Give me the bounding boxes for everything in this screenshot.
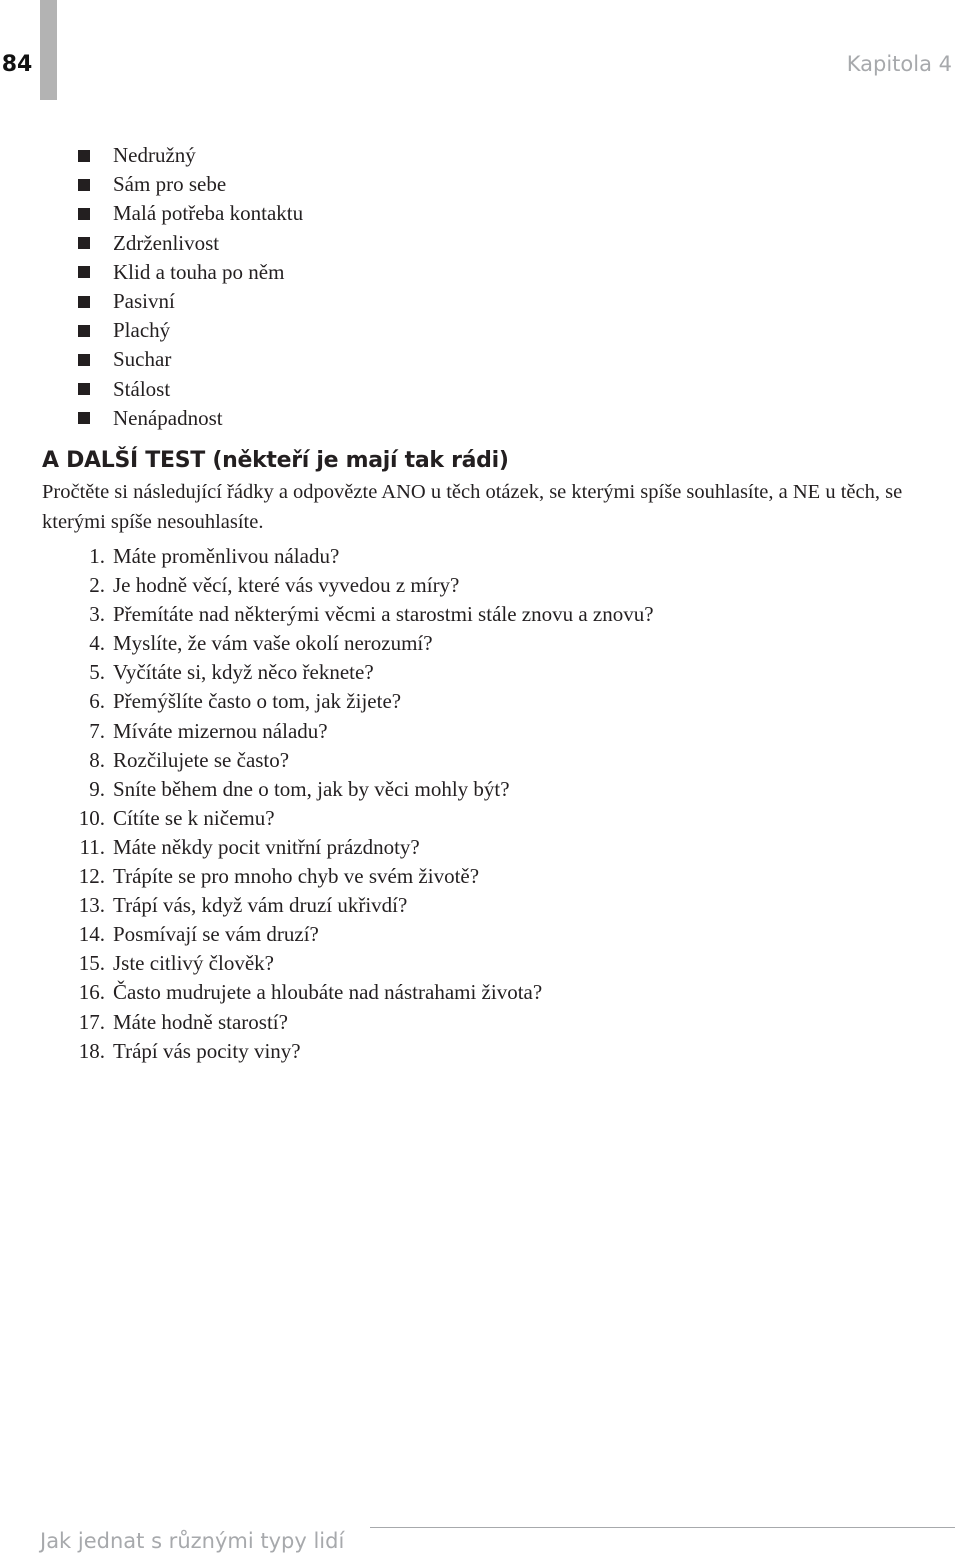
question-number: 14.	[78, 922, 105, 947]
question-number: 12.	[78, 864, 105, 889]
list-item	[78, 199, 303, 228]
question-text: Máte někdy pocit vnitřní prázdnoty?	[113, 834, 420, 859]
question-text: Posmívají se vám druzí?	[113, 922, 319, 947]
question-text: Rozčilujete se často?	[113, 747, 290, 772]
list-item	[78, 141, 303, 170]
list-item	[78, 375, 303, 404]
list-item-label: Nedružný	[113, 143, 196, 167]
question-item	[42, 1037, 654, 1066]
question-item	[42, 1008, 654, 1037]
list-item-label: Plachý	[113, 318, 171, 343]
question-item	[42, 891, 654, 920]
question-item	[42, 600, 654, 629]
question-item	[42, 629, 654, 658]
question-text: Sníte během dne o tom, jak by věci mohly být?	[113, 776, 510, 801]
question-number: 18.	[78, 1038, 105, 1063]
section-intro: Pročtěte si následující řádky a odpovězte ANO u těch otázek, se kterými spíše souhlasíte, a NE u těch, se kterými spíše nesouhlasíte.	[42, 481, 903, 533]
square-bullet-icon	[78, 383, 90, 395]
question-text: Máte proměnlivou náladu?	[113, 544, 340, 568]
footer-divider	[370, 1527, 955, 1528]
square-bullet-icon	[78, 412, 90, 424]
question-item	[42, 920, 654, 949]
page-number: 84	[1, 52, 33, 77]
question-item	[42, 862, 654, 891]
question-text: Myslíte, že vám vaše okolí nerozumí?	[113, 631, 433, 656]
square-bullet-icon	[78, 237, 90, 249]
question-item	[42, 949, 654, 978]
square-bullet-icon	[78, 179, 90, 191]
square-bullet-icon	[78, 150, 90, 162]
chapter-tab-bar	[40, 0, 57, 100]
question-text: Míváte mizernou náladu?	[113, 718, 328, 743]
question-list	[42, 542, 654, 1066]
chapter-label: Kapitola 4	[846, 52, 952, 76]
question-item	[42, 978, 654, 1007]
question-text: Jste citlivý člověk?	[113, 951, 274, 976]
question-number: 5.	[89, 660, 105, 685]
list-item	[78, 258, 303, 287]
list-item-label: Suchar	[113, 347, 172, 372]
question-text: Trápí vás, když vám druzí ukřivdí?	[113, 893, 408, 918]
section-title: A DALŠÍ TEST (někteří je mají tak rádi)	[42, 448, 509, 473]
question-text: Přemítáte nad některými věcmi a starostmi stále znovu a znovu?	[113, 602, 654, 627]
question-text: Přemýšlíte často o tom, jak žijete?	[113, 689, 402, 714]
question-number: 13.	[78, 893, 105, 918]
list-item-label: Malá potřeba kontaktu	[113, 201, 304, 226]
list-item	[78, 287, 303, 316]
question-text: Máte hodně starostí?	[113, 1009, 288, 1034]
question-text: Trápíte se pro mnoho chyb ve svém životě?	[113, 864, 480, 889]
question-number: 1.	[89, 544, 105, 568]
question-item	[42, 804, 654, 833]
list-item-label: Zdrženlivost	[113, 230, 220, 255]
question-number: 15.	[78, 951, 105, 976]
question-number: 2.	[89, 573, 105, 598]
question-number: 4.	[89, 631, 105, 656]
question-item	[42, 775, 654, 804]
list-item-label: Nenápadnost	[113, 405, 223, 430]
square-bullet-icon	[78, 354, 90, 366]
square-bullet-icon	[78, 325, 90, 337]
list-item	[78, 316, 303, 345]
list-item	[78, 345, 303, 374]
square-bullet-icon	[78, 266, 90, 278]
question-item	[42, 717, 654, 746]
list-item	[78, 404, 303, 433]
question-item	[42, 746, 654, 775]
question-text: Trápí vás pocity viny?	[113, 1038, 301, 1063]
question-number: 9.	[89, 776, 105, 801]
square-bullet-icon	[78, 296, 90, 308]
list-item-label: Pasivní	[113, 288, 175, 313]
question-number: 3.	[89, 602, 105, 627]
list-item	[78, 229, 303, 258]
square-bullet-icon	[78, 208, 90, 220]
question-item	[42, 658, 654, 687]
question-number: 8.	[89, 747, 105, 772]
list-item-label: Stálost	[113, 376, 171, 401]
footer-book-title: Jak jednat s různými typy lidí	[40, 1529, 345, 1553]
question-number: 11.	[79, 834, 105, 859]
question-number: 17.	[78, 1009, 105, 1034]
question-text: Vyčítáte si, když něco řeknete?	[113, 660, 374, 685]
question-number: 10.	[78, 805, 105, 830]
list-item	[78, 170, 303, 199]
question-text: Je hodně věcí, které vás vyvedou z míry?	[113, 573, 460, 598]
list-item-label: Sám pro sebe	[113, 172, 227, 197]
trait-bullet-list	[78, 141, 303, 433]
question-item	[42, 687, 654, 716]
question-number: 16.	[78, 980, 105, 1005]
question-item	[42, 542, 654, 571]
question-number: 7.	[89, 718, 105, 743]
question-item	[42, 571, 654, 600]
question-text: Cítíte se k ničemu?	[113, 805, 275, 830]
question-number: 6.	[89, 689, 105, 714]
list-item-label: Klid a touha po něm	[113, 259, 285, 284]
question-text: Často mudrujete a hloubáte nad nástrahami života?	[113, 980, 543, 1005]
question-item	[42, 833, 654, 862]
